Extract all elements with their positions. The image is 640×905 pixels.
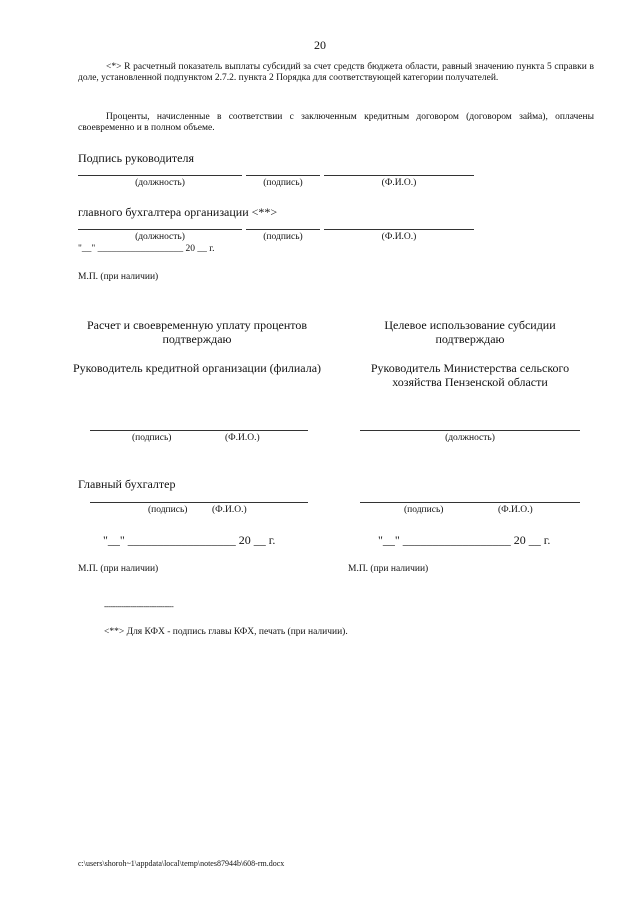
- fio-line: [324, 175, 474, 176]
- page-number: 20: [314, 38, 326, 52]
- fio-caption: (Ф.И.О.): [381, 178, 417, 188]
- sign-head-label: Подпись руководителя: [78, 151, 194, 165]
- file-path: c:\users\shoroh~1\appdata\local\temp\notes87944b\608-rm.docx: [78, 859, 285, 868]
- left-head: Руководитель кредитной организации (филиала): [72, 361, 322, 375]
- chief-accountant-org-label: главного бухгалтера организации <**>: [78, 205, 278, 219]
- stamp-label: М.П. (при наличии): [348, 564, 429, 574]
- signature-line: [246, 175, 320, 176]
- footnote-kfh: <**> Для КФХ - подпись главы КФХ, печать (при наличии).: [104, 627, 348, 637]
- position-line: [78, 229, 242, 230]
- fio-caption: (Ф.И.О.): [498, 505, 533, 515]
- chief-accountant-line: [90, 502, 308, 503]
- interest-paid-paragraph: Проценты, начисленные в соответствии с заключенным кредитным договором (договором займа), оплачены своевременно и в полном объеме.: [78, 112, 594, 133]
- signature-caption: (подпись): [132, 433, 172, 443]
- date-line: "__" __________________ 20 __ г.: [378, 533, 551, 547]
- date-line: "__" __________________ 20 __ г.: [103, 533, 276, 547]
- position-line: [78, 175, 242, 176]
- date-line: "__" __________________ 20 __ г.: [78, 244, 215, 254]
- position-caption: (должность): [135, 178, 185, 188]
- left-signature-line: [90, 430, 308, 431]
- fio-line: [324, 229, 474, 230]
- signature-caption: (подпись): [263, 232, 303, 242]
- right-head: Руководитель Министерства сельского хозяйства Пензенской области: [370, 361, 570, 389]
- left-confirm: Расчет и своевременную уплату процентов подтверждаю: [86, 318, 308, 346]
- position-caption: (должность): [135, 232, 185, 242]
- signature-caption: (подпись): [263, 178, 303, 188]
- fio-caption: (Ф.И.О.): [225, 433, 260, 443]
- footnote-separator: --------------------------------: [104, 602, 174, 611]
- signature-caption: (подпись): [404, 505, 444, 515]
- fio-caption: (Ф.И.О.): [381, 232, 417, 242]
- chief-accountant-label: Главный бухгалтер: [78, 477, 176, 491]
- position-caption: (должность): [445, 433, 495, 443]
- signature-line: [246, 229, 320, 230]
- stamp-label: М.П. (при наличии): [78, 272, 159, 282]
- fio-caption: (Ф.И.О.): [212, 505, 247, 515]
- right-signature-line: [360, 502, 580, 503]
- stamp-label: М.П. (при наличии): [78, 564, 159, 574]
- right-confirm: Целевое использование субсидии подтверждаю: [384, 318, 556, 346]
- signature-caption: (подпись): [148, 505, 188, 515]
- right-position-line: [360, 430, 580, 431]
- footnote-star-paragraph: <*> R расчетный показатель выплаты субсидий за счет средств бюджета области, равный значению пункта 5 справки в доле, установленной подпунктом 2.7.2. пункта 2 Порядка для соответствующей категории получателей.: [78, 62, 594, 83]
